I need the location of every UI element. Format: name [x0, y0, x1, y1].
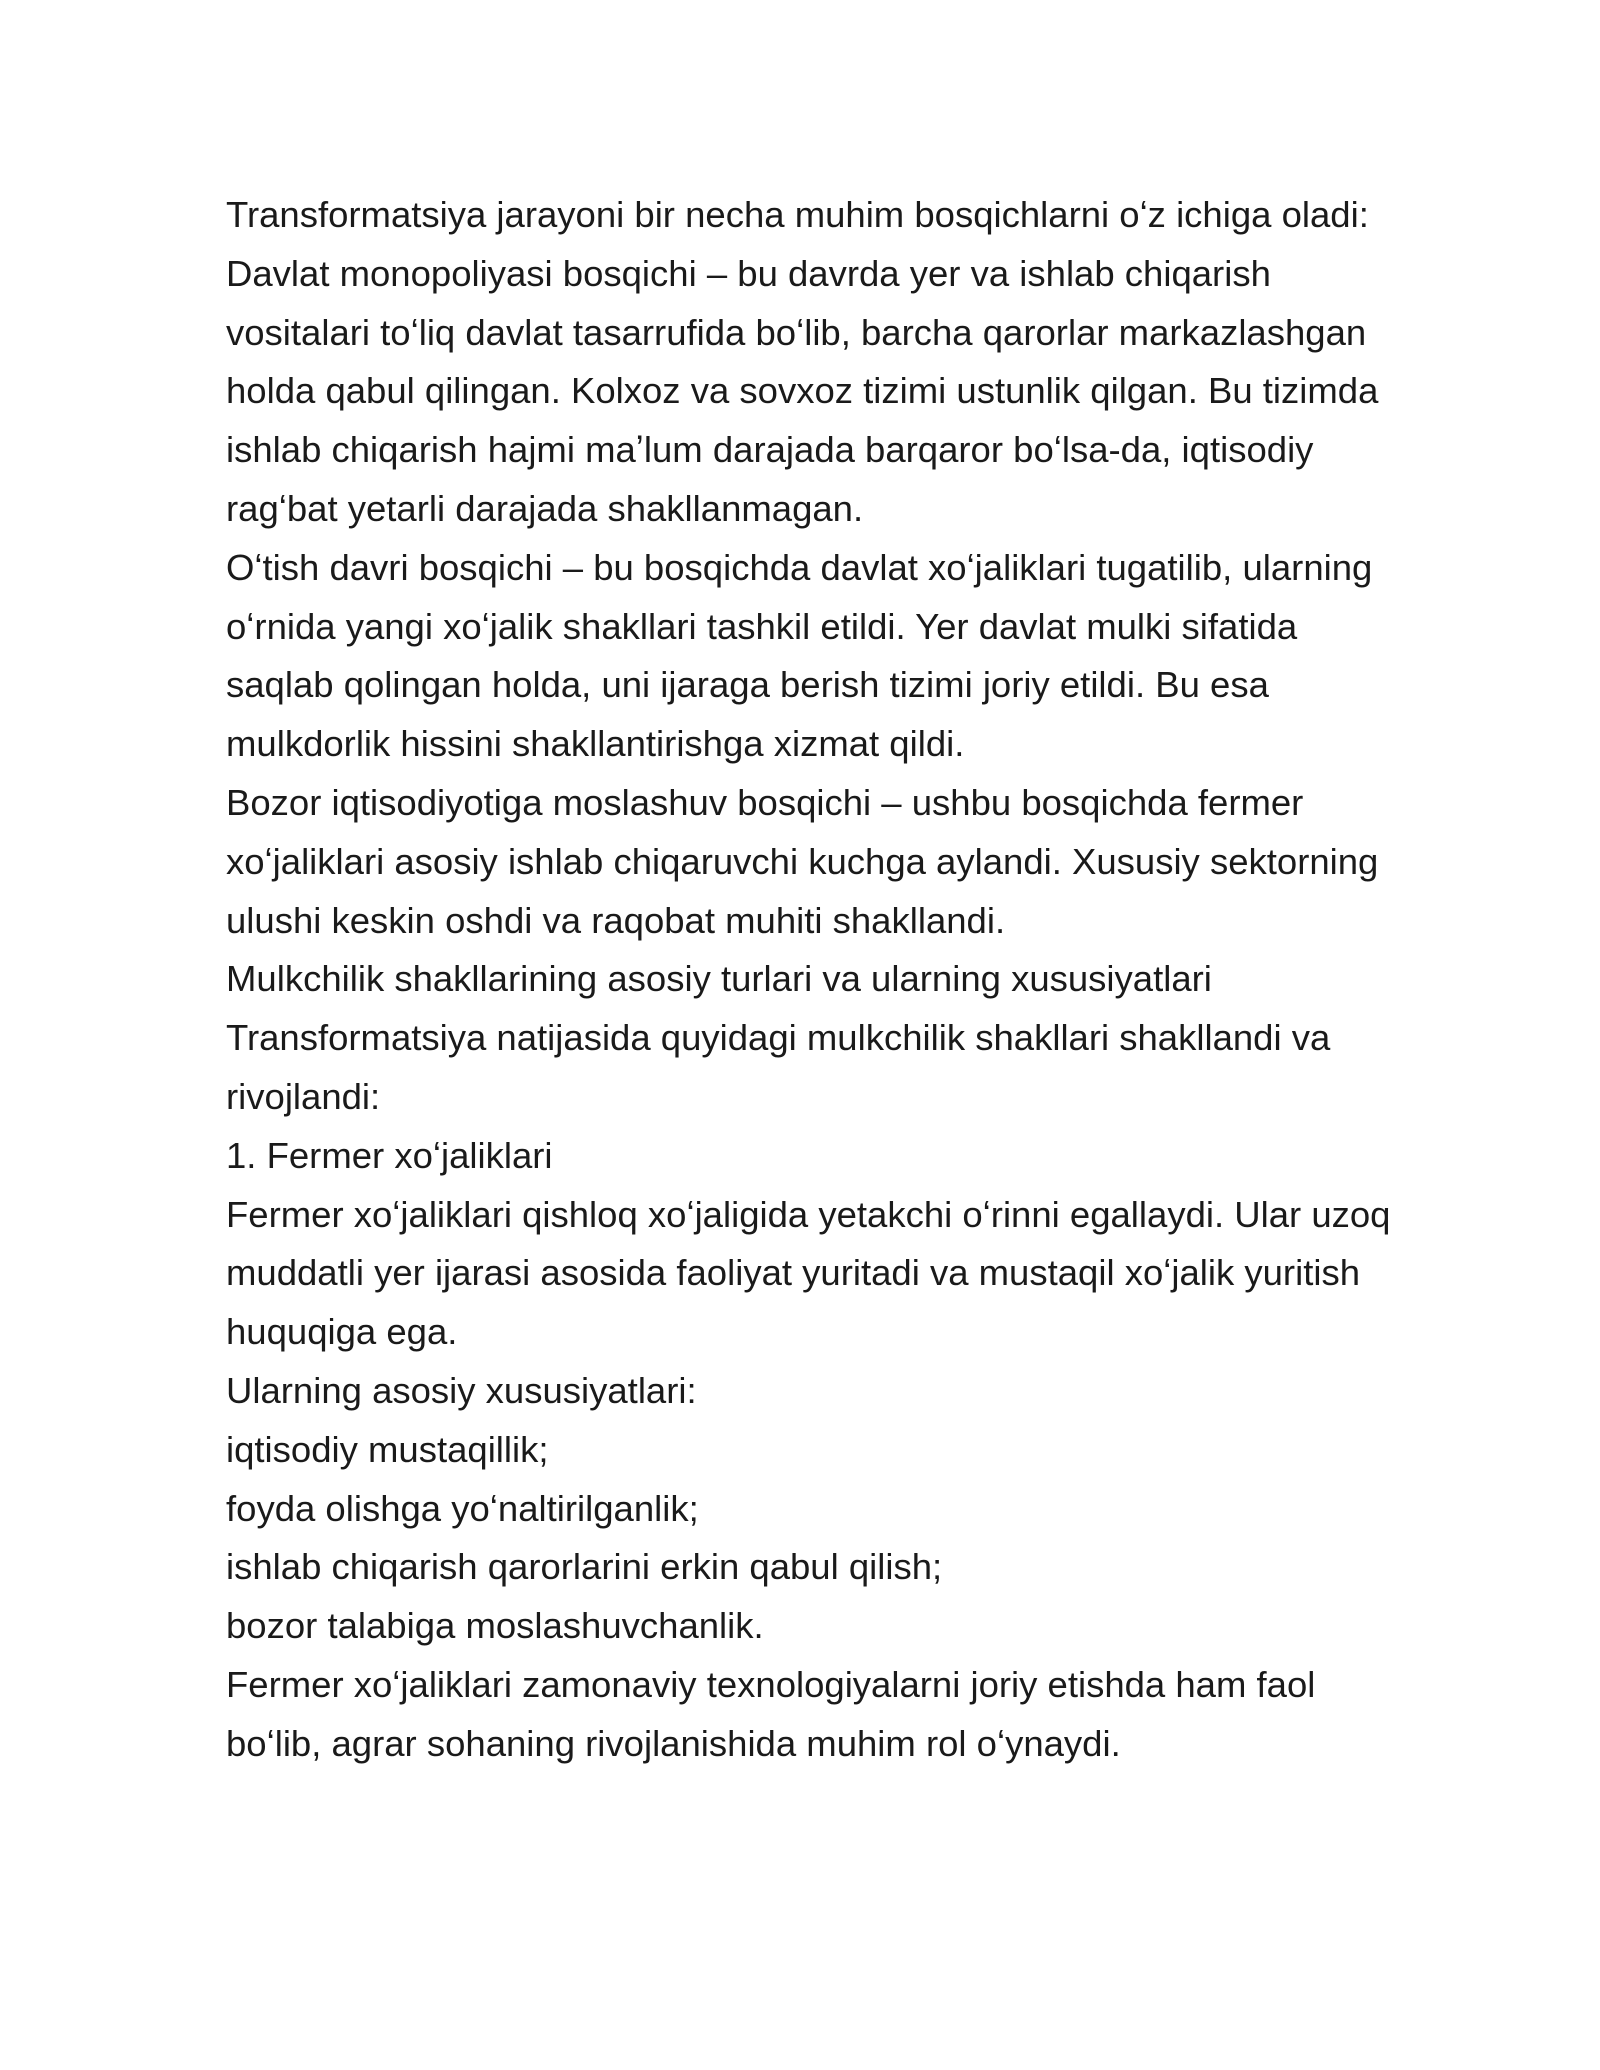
paragraph-state-monopoly-stage: Davlat monopoliyasi bosqichi – bu davrda yer va ishlab chiqarish vositalari toʻliq davlat tasarrufida boʻlib, barcha qarorlar markazlashgan holda qabul qilingan. Kolxoz va sovxoz tizimi ustunlik qilgan. Bu tizimda ishlab chiqarish hajmi maʼlum darajada barqaror boʻlsa-da, iqtisodiy ragʻbat yetarli darajada shakllanmagan.	[226, 252, 1379, 529]
list-intro: Ularning asosiy xususiyatlari:	[226, 1369, 697, 1411]
section-heading-ownership-forms: Mulkchilik shakllarining asosiy turlari va ularning xususiyatlari	[226, 958, 1212, 1000]
document-body	[226, 186, 1406, 1774]
list-item: foyda olishga yoʻnaltirilganlik;	[226, 1487, 699, 1529]
list-item: ishlab chiqarish qarorlarini erkin qabul qilish;	[226, 1546, 943, 1588]
paragraph-intro: Transformatsiya jarayoni bir necha muhim bosqichlarni oʻz ichiga oladi:	[226, 194, 1369, 235]
subheading-farmer-enterprises: 1. Fermer xoʻjaliklari	[226, 1134, 553, 1176]
list-item: iqtisodiy mustaqillik;	[226, 1428, 549, 1470]
paragraph-conclusion: Fermer xoʻjaliklari zamonaviy texnologiyalarni joriy etishda ham faol boʻlib, agrar sohaning rivojlanishida muhim rol oʻynaydi.	[226, 1663, 1316, 1764]
paragraph-transformation-result: Transformatsiya natijasida quyidagi mulkchilik shakllari shakllandi va rivojlandi:	[226, 1017, 1331, 1117]
list-item: bozor talabiga moslashuvchanlik.	[226, 1605, 764, 1647]
paragraph-market-adaptation-stage: Bozor iqtisodiyotiga moslashuv bosqichi – ushbu bosqichda fermer xoʻjaliklari asosiy ishlab chiqaruvchi kuchga aylandi. Xususiy sektorning ulushi keskin oshdi va raqobat muhiti shakllandi.	[226, 781, 1379, 941]
paragraph-transition-stage: Oʻtish davri bosqichi – bu bosqichda davlat xoʻjaliklari tugatilib, ularning oʻrnida yangi xoʻjalik shakllari tashkil etildi. Yer davlat mulki sifatida saqlab qolingan holda, uni ijaraga berish tizimi joriy etildi. Bu esa mulkdorlik hissini shakllantirishga xizmat qildi.	[226, 546, 1373, 765]
paragraph-farmer-enterprises: Fermer xoʻjaliklari qishloq xoʻjaligida yetakchi oʻrinni egallaydi. Ular uzoq muddatli yer ijarasi asosida faoliyat yuritadi va mustaqil xoʻjalik yuritish huquqiga ega.	[226, 1193, 1391, 1353]
